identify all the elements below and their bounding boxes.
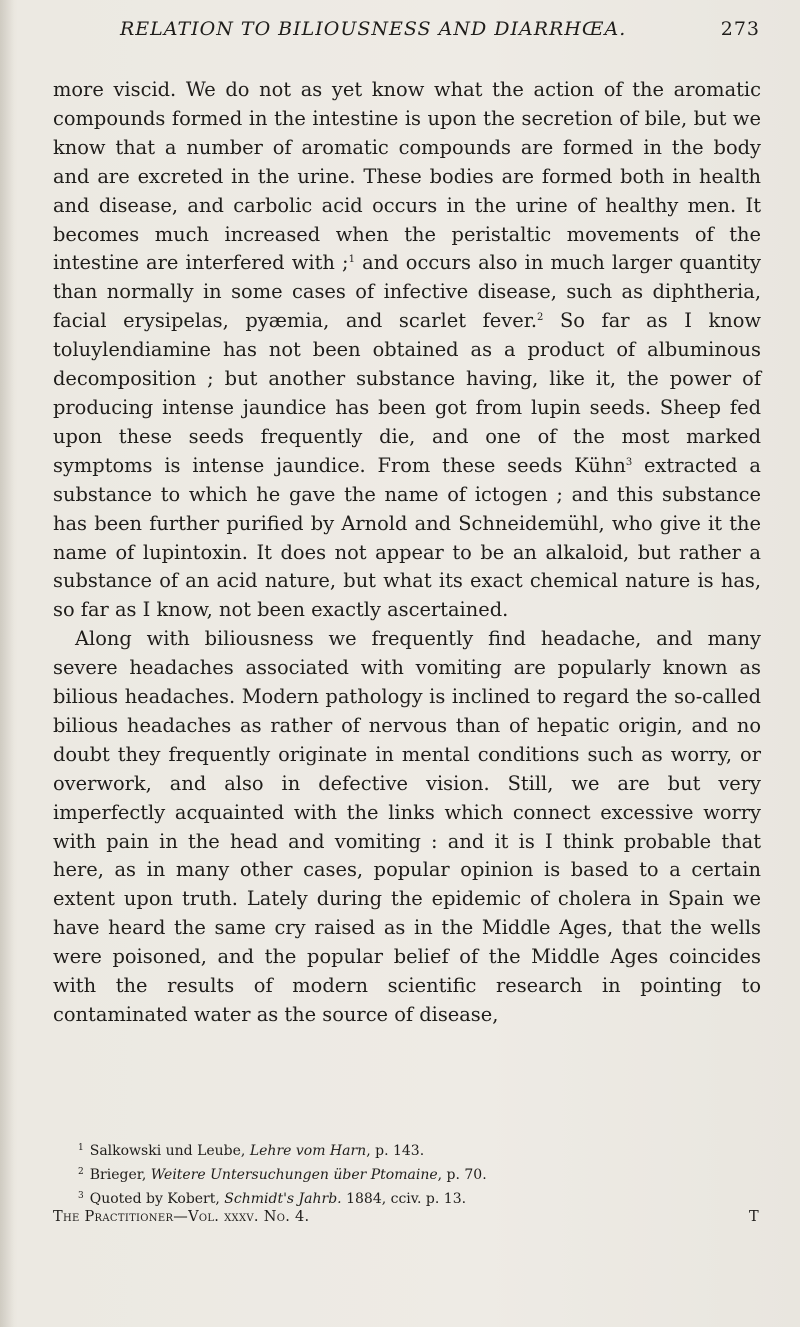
signature-mark: T [749, 1209, 759, 1225]
page-number: 273 [720, 18, 760, 40]
page-footer [53, 1209, 759, 1231]
italic-title: Schmidt's Jahrb. [224, 1191, 342, 1207]
footnote-ref: 2 [537, 312, 544, 324]
footnote-number: 3 [78, 1191, 84, 1201]
page-edge-shadow [0, 0, 14, 1327]
footnote: $^1$ Salkowski und Leube, Lehre vom Harn, p. 143. [78, 1143, 425, 1159]
body-text [53, 76, 761, 1030]
running-header [98, 18, 760, 48]
paragraph: more viscid. We do not as yet know what the action of the aromatic compounds formed in the intestine is upon the secretion of bile, but we know that a number of aromatic compounds are formed in the body and are excreted in the urine. These bodies are formed both in health and disease, and carbolic acid occurs in the urine of healthy men. It becomes much increased when the peristaltic movements of the intestine are interfered with ;$^1$ and occurs also in much larger quantity than normally in some cases of infective disease, such as diphtheria, facial erysipelas, pyæmia, and scarlet fever.$^2$ So far as I know toluylendiamine has not been obtained as a product of albuminous decomposition ; but another substance having, like it, the power of producing intense jaundice has been got from lupin seeds. Sheep fed upon these seeds frequently die, and one of the most marked symptoms is intense jaundice. From these seeds Kühn$^3$ extracted a substance to which he gave the name of ictogen ; and this substance has been further purified by Arnold and Schneidemühl, who give it the name of lupintoxin. It does not appear to be an alkaloid, but rather a substance of an acid nature, but what its exact chemical nature is has, so far as I know, not been exactly ascertained. [53, 78, 762, 622]
italic-title: Lehre vom Harn [249, 1143, 367, 1159]
journal-line: The Practitioner—Vol. xxxv. No. 4. [53, 1209, 310, 1225]
paragraph: Along with biliousness we frequently find headache, and many severe headaches associated with vomiting are popularly known as bilious headaches. Modern pathology is inclined to regard the so-called bilious headaches as rather of nervous than of hepatic origin, and no doubt they frequently originate in mental conditions such as worry, or overwork, and also in defective vision. Still, we are but very imperfectly acquainted with the links which connect excessive worry with pain in the head and vomiting : and it is I think probable that here, as in many other cases, popular opinion is based to a certain extent upon truth. Lately during the epidemic of cholera in Spain we have heard the same cry raised as in the Middle Ages, that the wells were poisoned, and the popular belief of the Middle Ages coincides with the results of modern scientific research in pointing to contaminated water as the source of disease, [53, 627, 761, 1026]
footnote-number: 1 [78, 1143, 84, 1153]
italic-title: Weitere Untersuchungen über Ptomaine [150, 1167, 438, 1183]
footnote: $^3$ Quoted by Kobert, Schmidt's Jahrb. 1884, cciv. p. 13. [78, 1191, 467, 1207]
running-title: RELATION TO BILIOUSNESS AND DIARRHŒA. [120, 18, 627, 40]
footnote-ref: 3 [625, 456, 633, 468]
footnotes [78, 1138, 758, 1210]
footnote-ref: 1 [348, 254, 355, 266]
footnote: $^2$ Brieger, Weitere Untersuchungen über Ptomaine, p. 70. [78, 1167, 487, 1183]
footnote-number: 2 [78, 1167, 84, 1177]
